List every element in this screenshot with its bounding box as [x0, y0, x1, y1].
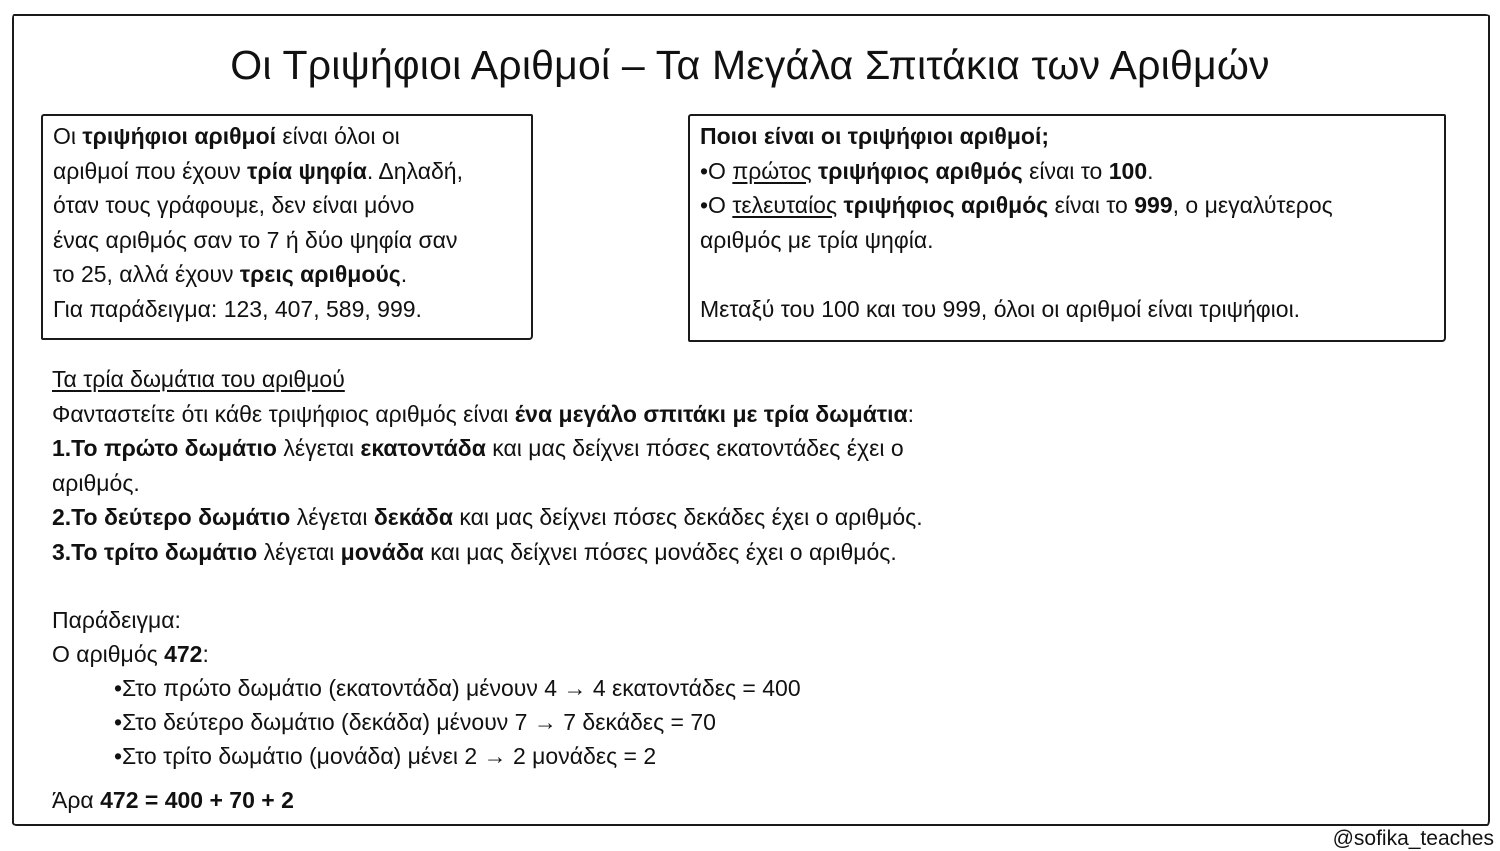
example-hundreds: •Στο πρώτο δωμάτιο (εκατοντάδα) μένουν 4 → 4 εκατοντάδες = 400 — [114, 675, 801, 701]
range-bullet-last: •Ο τελευταίος τριψήφιος αριθμός είναι το 999, ο μεγαλύτερος — [700, 192, 1333, 218]
definition-line-1: Οι τριψήφιοι αριθμοί είναι όλοι οι — [53, 123, 400, 149]
example-label: Παράδειγμα: — [52, 607, 181, 633]
rooms-section — [52, 362, 1092, 569]
range-bullet-last-cont: αριθμός με τρία ψηφία. — [700, 226, 934, 253]
example-units: •Στο τρίτο δωμάτιο (μονάδα) μένει 2 → 2 μονάδες = 2 — [114, 743, 657, 769]
definition-line-5: το 25, αλλά έχουν τρεις αριθμούς. — [53, 261, 408, 287]
range-heading: Ποιοι είναι οι τριψήφιοι αριθμοί; — [700, 123, 1050, 149]
range-box — [688, 114, 1446, 342]
example-number: Ο αριθμός 472: — [52, 641, 209, 667]
rooms-intro: Φανταστείτε ότι κάθε τριψήφιος αριθμός είναι ένα μεγάλο σπιτάκι με τρία δωμάτια: — [52, 400, 915, 427]
example-total: Άρα 472 = 400 + 70 + 2 — [52, 787, 294, 813]
definition-line-4: ένας αριθμός σαν το 7 ή δύο ψηφία σαν — [53, 226, 458, 253]
room-1: 1.Το πρώτο δωμάτιο λέγεται εκατοντάδα και μας δείχνει πόσες εκατοντάδες έχει ο — [52, 435, 904, 461]
room-2: 2.Το δεύτερο δωμάτιο λέγεται δεκάδα και μας δείχνει πόσες δεκάδες έχει ο αριθμός. — [52, 504, 923, 530]
room-3: 3.Το τρίτο δωμάτιο λέγεται μονάδα και μας δείχνει πόσες μονάδες έχει ο αριθμός. — [52, 538, 897, 565]
definition-line-6: Για παράδειγμα: 123, 407, 589, 999. — [53, 295, 422, 322]
range-note: Μεταξύ του 100 και του 999, όλοι οι αριθμοί είναι τριψήφιοι. — [700, 295, 1301, 322]
definition-box — [41, 114, 533, 340]
rooms-heading: Τα τρία δωμάτια του αριθμού — [52, 366, 345, 392]
definition-line-2: αριθμοί που έχουν τρία ψηφία. Δηλαδή, — [53, 157, 463, 184]
definition-line-3: όταν τους γράφουμε, δεν είναι μόνο — [53, 192, 415, 218]
room-1-cont: αριθμός. — [52, 469, 140, 496]
page-title: Οι Τριψήφιοι Αριθμοί – Τα Μεγάλα Σπιτάκια των Αριθμών — [230, 42, 1270, 88]
example-tens: •Στο δεύτερο δωμάτιο (δεκάδα) μένουν 7 → 7 δεκάδες = 70 — [114, 709, 716, 735]
example-section — [52, 603, 1092, 773]
range-bullet-first: •Ο πρώτος τριψήφιος αριθμός είναι το 100. — [700, 157, 1154, 184]
author-handle: @sofika_teaches — [1332, 827, 1494, 850]
